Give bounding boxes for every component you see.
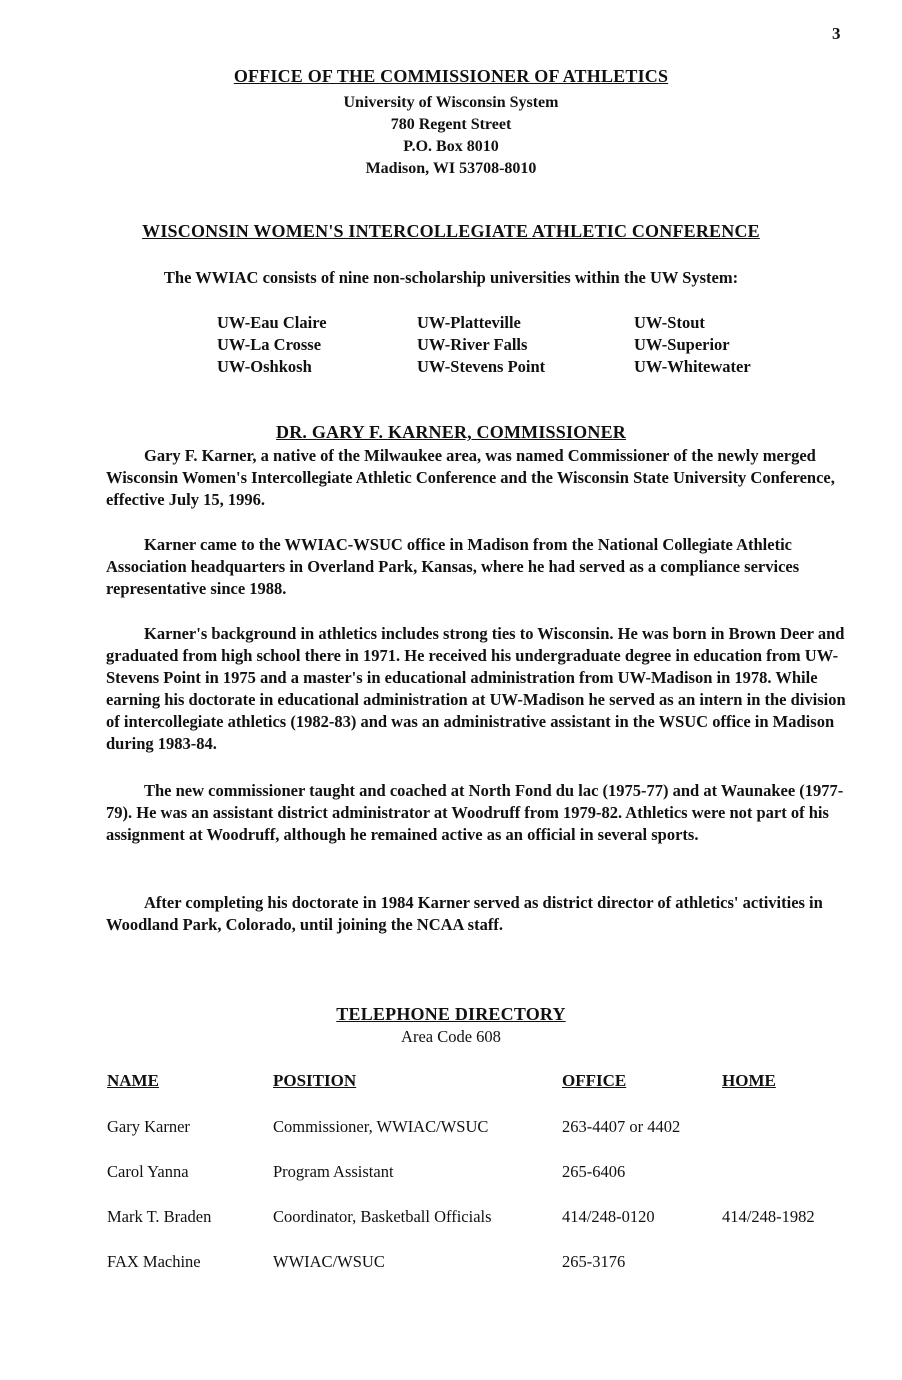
page-number: 3 — [832, 24, 841, 43]
col-header-office: OFFICE — [562, 1071, 627, 1090]
contact-name: FAX Machine — [107, 1252, 201, 1271]
col-header-position: POSITION — [273, 1071, 357, 1090]
col-header-home: HOME — [722, 1071, 776, 1090]
conference-title: WISCONSIN WOMEN'S INTERCOLLEGIATE ATHLETIC CONFERENCE — [142, 221, 760, 241]
bio-paragraph: Karner came to the WWIAC-WSUC office in Madison from the National Collegiate Athletic Association headquarters in Overland Park, Kansas, where he had served as a compliance services representative since 1988. — [106, 535, 800, 598]
school-row — [217, 312, 777, 334]
office-address — [0, 92, 902, 180]
conference-intro: The WWIAC consists of nine non-scholarship universities within the UW System: — [163, 268, 739, 287]
contact-name: Gary Karner — [107, 1117, 190, 1136]
contact-office-phone: 414/248-0120 — [562, 1207, 655, 1226]
bio-paragraph: The new commissioner taught and coached at North Fond du lac (1975-77) and at Waunakee (1977-79). He was an assistant district administrator at Woodruff from 1979-82. Athletics were not part of his assignment at Woodruff, although he remained active as an official in several sports. — [106, 781, 844, 844]
bio-paragraph: After completing his doctorate in 1984 Karner served as district director of athletics' activities in Woodland Park, Colorado, until joining the NCAA staff. — [106, 893, 823, 934]
address-line: P.O. Box 8010 — [403, 138, 499, 155]
area-code: Area Code 608 — [401, 1027, 501, 1046]
school-name: UW-River Falls — [417, 335, 528, 354]
contact-office-phone: 265-6406 — [562, 1162, 626, 1181]
address-line: Madison, WI 53708-8010 — [365, 160, 537, 177]
contact-position: WWIAC/WSUC — [273, 1252, 385, 1271]
contact-position: Coordinator, Basketball Officials — [273, 1207, 492, 1226]
school-name: UW-Stout — [634, 313, 705, 332]
contact-office-phone: 265-3176 — [562, 1252, 626, 1271]
contact-name: Carol Yanna — [107, 1162, 189, 1181]
school-name: UW-Superior — [634, 335, 730, 354]
school-row — [217, 356, 777, 378]
school-list — [217, 312, 777, 378]
school-name: UW-Oshkosh — [217, 357, 312, 376]
school-name: UW-Eau Claire — [217, 313, 327, 332]
contact-position: Program Assistant — [273, 1162, 394, 1181]
commissioner-title: DR. GARY F. KARNER, COMMISSIONER — [276, 422, 626, 442]
school-name: UW-Stevens Point — [417, 357, 546, 376]
contact-office-phone: 263-4407 or 4402 — [562, 1117, 681, 1136]
school-name: UW-La Crosse — [217, 335, 322, 354]
bio-paragraph: Karner's background in athletics includes strong ties to Wisconsin. He was born in Brown Deer and graduated from high school there in 1971. He received his undergraduate degree in education from UW-Stevens Point in 1975 and a master's in educational administration from UW-Madison in 1978. While earning his doctorate in educational administration at UW-Madison he served as an intern in the division of intercollegiate athletics (1982-83) and was an administrative assistant in the WSUC office in Madison during 1983-84. — [106, 624, 846, 753]
contact-position: Commissioner, WWIAC/WSUC — [273, 1117, 489, 1136]
directory-title: TELEPHONE DIRECTORY — [336, 1004, 566, 1024]
school-name: UW-Whitewater — [634, 357, 751, 376]
bio-paragraph: Gary F. Karner, a native of the Milwaukee area, was named Commissioner of the newly merged Wisconsin Women's Intercollegiate Athletic Conference and the Wisconsin State University Conference, effective July 15, 1996. — [106, 446, 835, 509]
contact-home-phone: 414/248-1982 — [722, 1207, 815, 1226]
address-line: University of Wisconsin System — [343, 94, 559, 111]
school-row — [217, 334, 777, 356]
school-name: UW-Platteville — [417, 313, 521, 332]
contact-name: Mark T. Braden — [107, 1207, 212, 1226]
office-title: OFFICE OF THE COMMISSIONER OF ATHLETICS — [233, 66, 669, 86]
col-header-name: NAME — [107, 1071, 159, 1090]
address-line: 780 Regent Street — [390, 116, 512, 133]
